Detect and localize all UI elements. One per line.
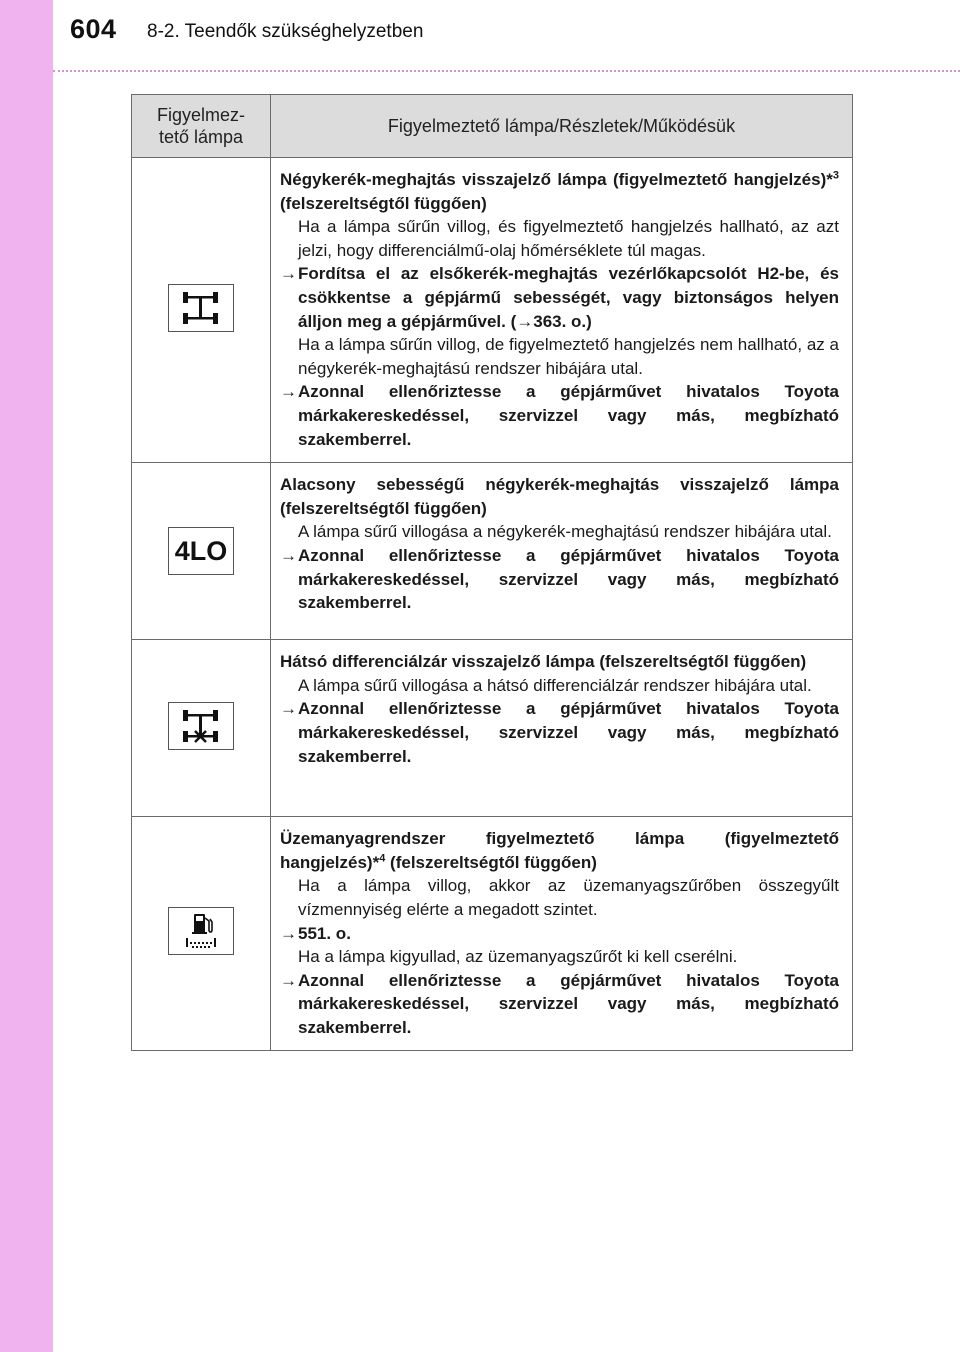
4lo-indicator-icon: 4LO — [168, 527, 234, 575]
details-cell — [271, 158, 853, 463]
lamp-title: Négykerék-meghajtás visszajelző lámpa (figyelmeztető hangjelzés)*$^3$ (felszereltségtől függően) — [280, 169, 839, 213]
lamp-description: A lámpa sűrű villogása a hátsó differenciálzár rendszer hibájára utal. — [298, 675, 812, 695]
lamp-action: →Azonnal ellenőriztesse a gépjárművet hivatalos Toyota márkakereskedéssel, szervizzel vagy más, megbízható szakemberrel. — [280, 970, 839, 1037]
lamp-description: Ha a lámpa sűrűn villog, de figyelmeztető hangjelzés nem hallható, az a négykerék-meghajtású rendszer hibájára utal. — [298, 335, 839, 378]
chapter-title: 8-2. Teendők szükséghelyzetben — [147, 21, 424, 42]
lamp-description: A lámpa sűrű villogása a négykerék-meghajtású rendszer hibájára utal. — [298, 522, 832, 542]
lamp-action: →Fordítsa el az elsőkerék-meghajtás vezérlőkapcsolót H2-be, és csökkentse a gépjármű sebességét, vagy biztonságos helyen álljon meg a gépjárművel. (→363. o.) — [280, 264, 839, 331]
page-number: 604 — [70, 14, 117, 44]
icon-cell — [132, 463, 271, 640]
lamp-action: →Azonnal ellenőriztesse a gépjárművet hivatalos Toyota márkakereskedéssel, szervizzel vagy más, megbízható szakemberrel. — [280, 382, 839, 449]
arrow-right-icon: → — [280, 923, 297, 943]
table-row — [132, 817, 853, 1051]
table-row — [132, 640, 853, 817]
icon-cell — [132, 158, 271, 463]
details-cell — [271, 817, 853, 1051]
lamp-action: →Azonnal ellenőriztesse a gépjárművet hivatalos Toyota márkakereskedéssel, szervizzel vagy más, megbízható szakemberrel. — [280, 699, 839, 766]
arrow-right-icon: → — [280, 545, 297, 565]
page-reference-link[interactable]: 551. o. — [298, 923, 351, 943]
details-cell — [271, 463, 853, 640]
lamp-description: Ha a lámpa sűrűn villog, és figyelmeztető hangjelzés hallható, az azt jelzi, hogy differenciálmű-olaj hőmérséklete túl magas. — [298, 217, 839, 260]
lamp-description: Ha a lámpa kigyullad, az üzemanyagszűrőt ki kell cserélni. — [298, 947, 738, 967]
lamp-action: →Azonnal ellenőriztesse a gépjárművet hivatalos Toyota márkakereskedéssel, szervizzel vagy más, megbízható szakemberrel. — [280, 545, 839, 613]
arrow-right-icon: → — [280, 699, 297, 719]
table-header-row — [132, 95, 853, 158]
column-header-details: Figyelmeztető lámpa/Részletek/Működésük — [271, 95, 853, 158]
four-wheel-drive-indicator-icon — [168, 284, 234, 332]
arrow-right-icon: → — [280, 264, 297, 284]
lamp-description: Ha a lámpa villog, akkor az üzemanyagszűrőben összegyűlt vízmennyiség elérte a megadott szintet. — [298, 876, 839, 919]
lamp-title: Üzemanyagrendszer figyelmeztető lámpa (figyelmeztető hangjelzés)*$^4$ (felszereltségtől függően) — [280, 829, 839, 872]
lamp-title: Alacsony sebességű négykerék-meghajtás visszajelző lámpa (felszereltségtől függően) — [280, 475, 839, 518]
arrow-right-icon: → — [280, 970, 297, 990]
details-cell — [271, 640, 853, 817]
fuel-filter-warning-icon — [168, 907, 234, 955]
column-header-lamp: Figyelmez- tető lámpa — [132, 95, 271, 158]
header-divider — [53, 70, 960, 72]
table-row — [132, 463, 853, 640]
lamp-action — [280, 922, 839, 946]
warning-lamp-table — [131, 94, 853, 1051]
arrow-right-icon: → — [280, 382, 297, 402]
page-reference-link[interactable]: 363. o.) — [533, 311, 592, 331]
icon-cell — [132, 817, 271, 1051]
icon-cell — [132, 640, 271, 817]
side-color-band — [0, 0, 53, 1352]
table-row — [132, 158, 853, 463]
rear-differential-lock-indicator-icon — [168, 702, 234, 750]
lamp-title: Hátsó differenciálzár visszajelző lámpa (felszereltségtől függően) — [280, 652, 807, 672]
